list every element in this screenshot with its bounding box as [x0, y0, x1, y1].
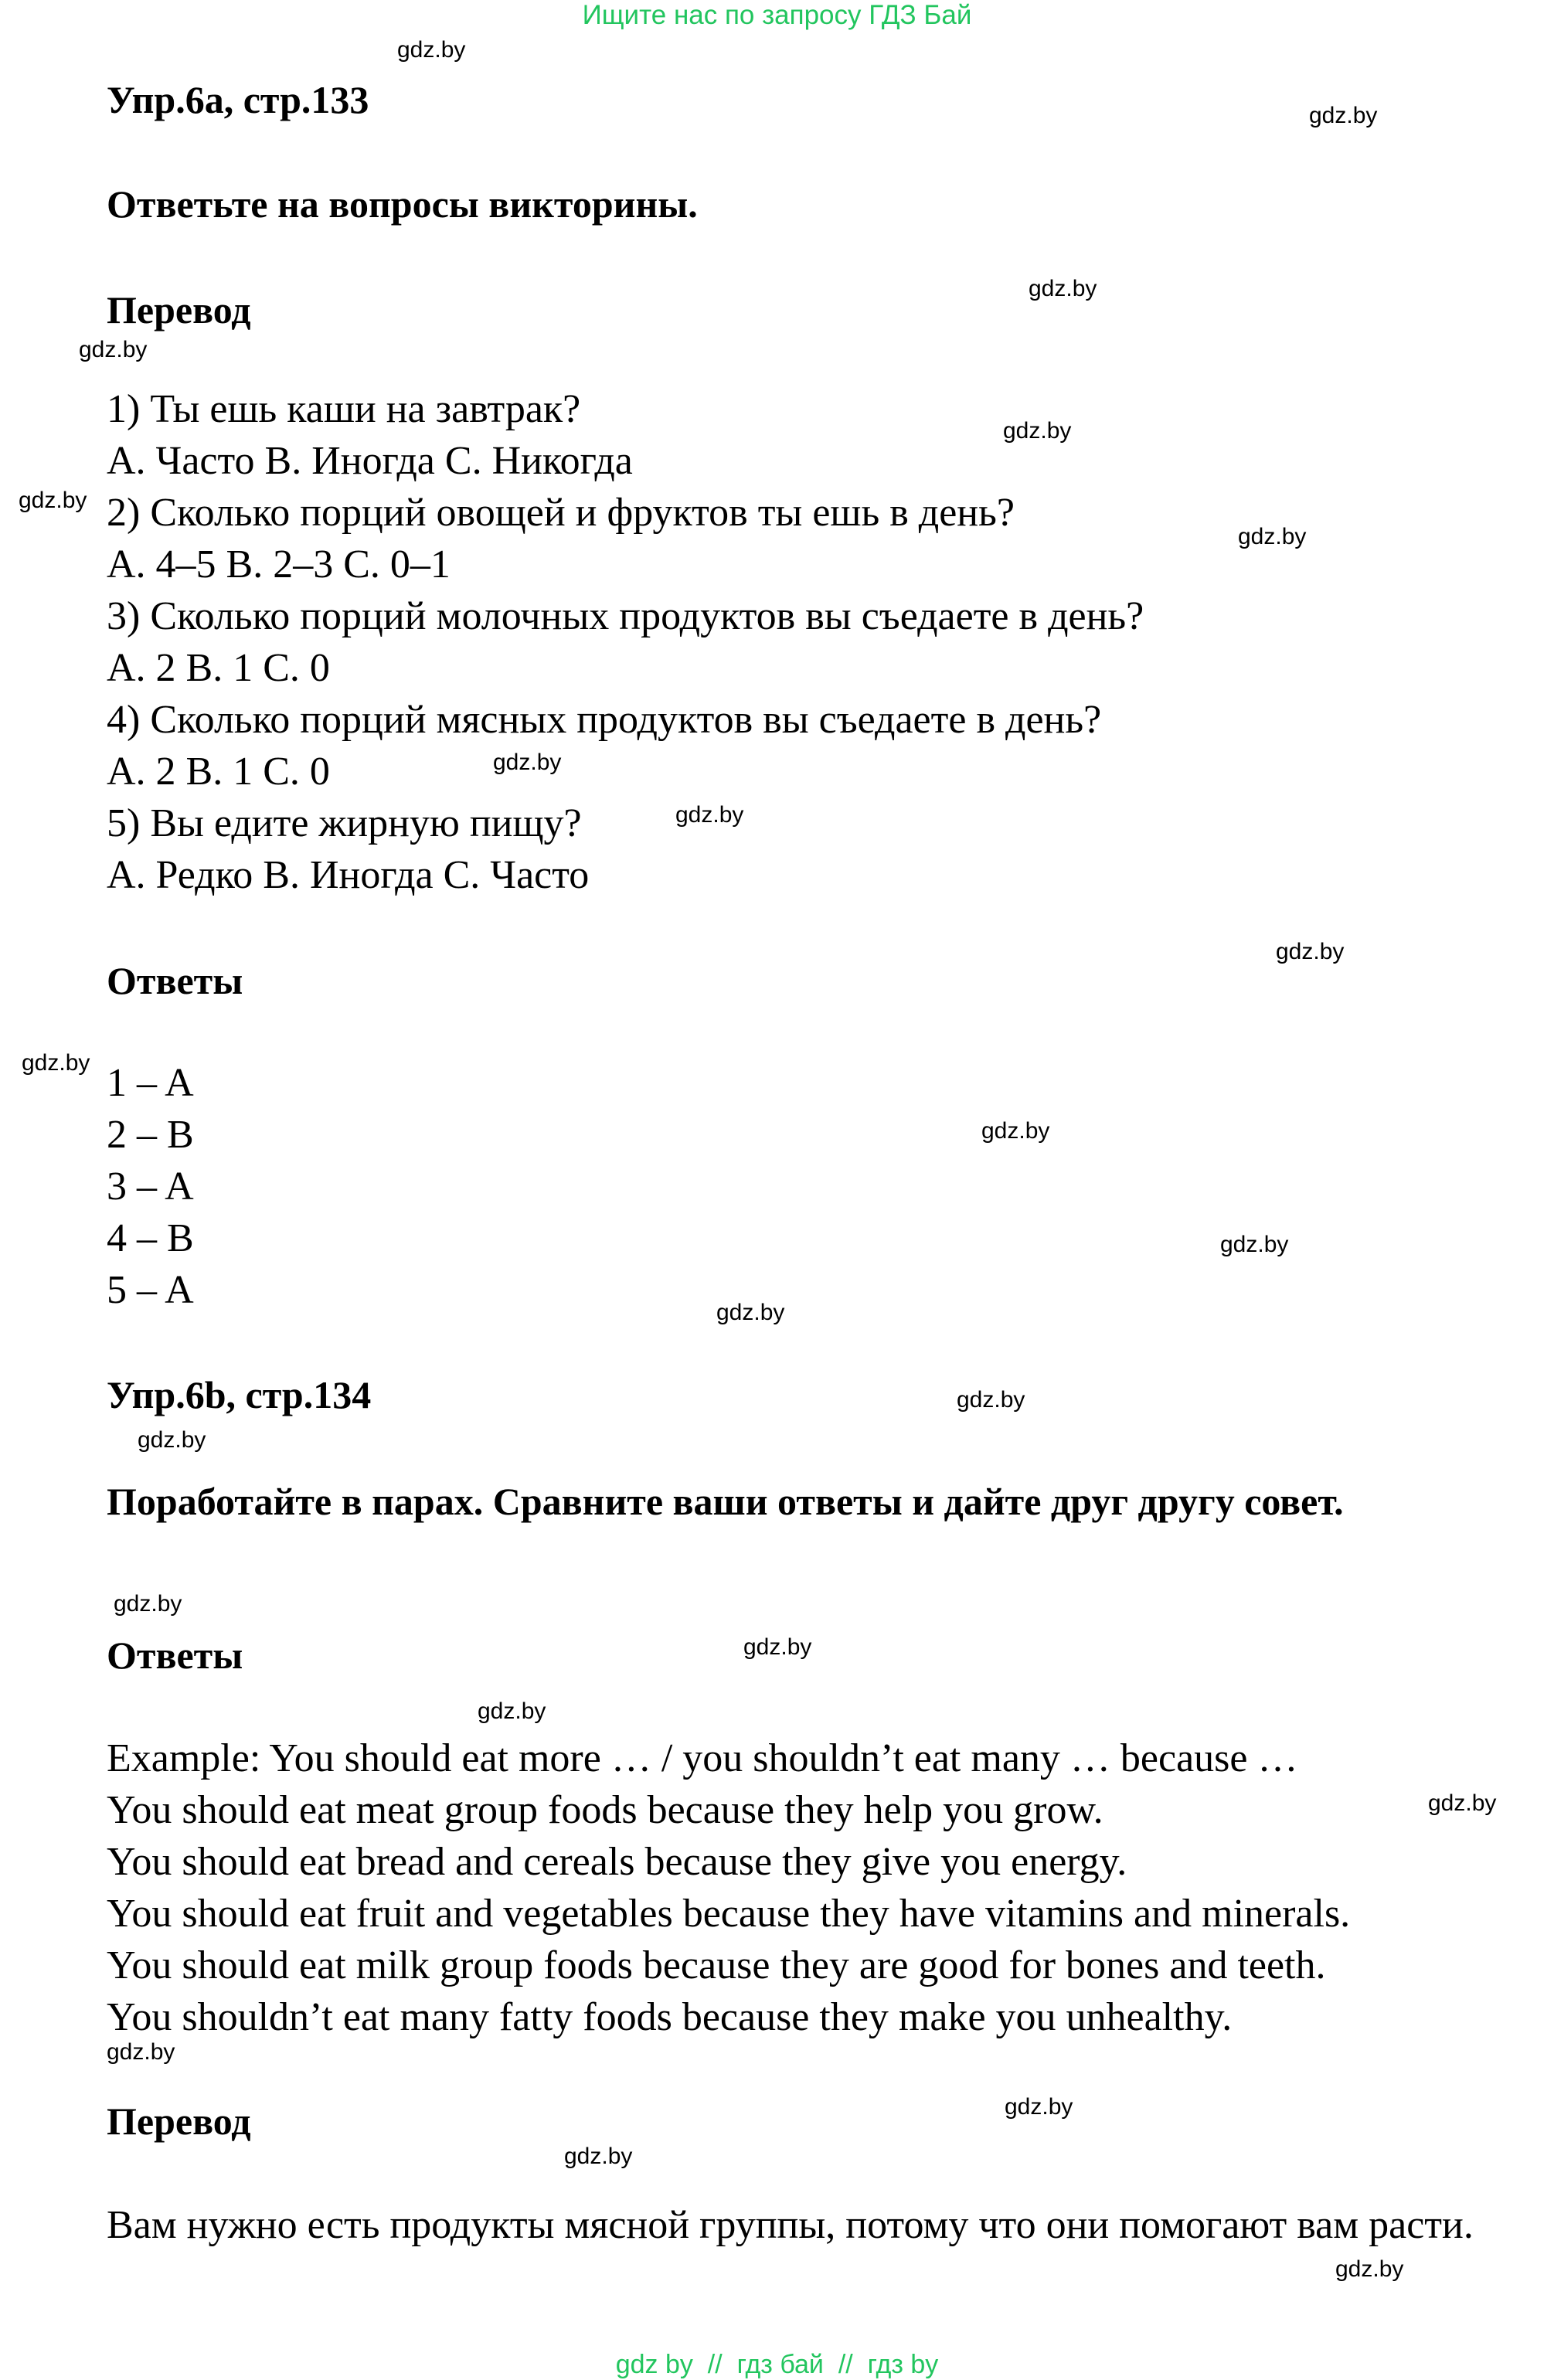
watermark: gdz.by [1005, 2094, 1073, 2120]
watermark: gdz.by [743, 1634, 812, 1660]
answers-heading-6b: Ответы [107, 1634, 243, 1677]
quiz-line: 4) Сколько порций мясных продуктов вы съедаете в день? [107, 698, 1102, 742]
watermark: gdz.by [107, 2039, 175, 2065]
watermark: gdz.by [981, 1118, 1050, 1144]
watermark: gdz.by [1003, 418, 1072, 444]
watermark: gdz.by [19, 488, 87, 513]
watermark: gdz.by [1276, 939, 1345, 964]
watermark: gdz.by [22, 1050, 90, 1076]
quiz-line: А. 4–5 В. 2–3 С. 0–1 [107, 542, 451, 586]
watermark: gdz.by [1029, 276, 1097, 301]
answer-line: 4 – B [107, 1216, 194, 1260]
watermark: gdz.by [564, 2144, 633, 2169]
watermark: gdz.by [1335, 2256, 1404, 2282]
watermark: gdz.by [675, 802, 744, 828]
quiz-line: 5) Вы едите жирную пищу? [107, 801, 582, 845]
exercise-6a-task: Ответьте на вопросы викторины. [107, 182, 698, 226]
watermark: gdz.by [1220, 1232, 1289, 1257]
exercise-6b-title: Упр.6b, стр.134 [107, 1373, 372, 1416]
quiz-line: А. 2 В. 1 С. 0 [107, 646, 330, 690]
quiz-line: 1) Ты ешь каши на завтрак? [107, 387, 581, 431]
quiz-line: 3) Сколько порций молочных продуктов вы съедаете в день? [107, 594, 1144, 638]
watermark: gdz.by [397, 37, 466, 63]
top-search-banner: Ищите нас по запросу ГДЗ Бай [582, 0, 972, 30]
watermark: gdz.by [79, 337, 148, 362]
watermark: gdz.by [138, 1427, 206, 1453]
quiz-line: 2) Сколько порций овощей и фруктов ты ешь в день? [107, 491, 1015, 535]
answer-line: 3 – A [107, 1164, 194, 1209]
answer-line: You should eat bread and cereals because they give you energy. [107, 1840, 1127, 1884]
answer-line: You should eat meat group foods because they help you grow. [107, 1788, 1103, 1832]
answer-line: 5 – A [107, 1268, 194, 1312]
watermark: gdz.by [1238, 524, 1307, 549]
watermark: gdz.by [1428, 1790, 1497, 1816]
answer-line: 2 – B [107, 1113, 194, 1157]
watermark: gdz.by [1309, 103, 1378, 128]
watermark: gdz.by [478, 1698, 546, 1724]
translation-paragraph: Вам нужно есть продукты мясной группы, потому что они помогают вам расти. [107, 2203, 1474, 2247]
answer-line: You should eat milk group foods because they are good for bones and teeth. [107, 1943, 1326, 1987]
answer-line: Example: You should eat more … / you shouldn’t eat many … because … [107, 1736, 1298, 1780]
bottom-links-banner: gdz by // гдз бай // гдз by [615, 2350, 939, 2379]
translation-heading-6a: Перевод [107, 288, 251, 332]
quiz-line: А. Часто В. Иногда С. Никогда [107, 439, 633, 483]
quiz-line: А. 2 В. 1 С. 0 [107, 750, 330, 794]
watermark: gdz.by [114, 1591, 182, 1617]
exercise-6b-task: Поработайте в парах. Сравните ваши ответы и дайте друг другу совет. [107, 1480, 1344, 1523]
watermark: gdz.by [493, 750, 562, 775]
watermark: gdz.by [716, 1300, 785, 1325]
quiz-line: А. Редко В. Иногда С. Часто [107, 853, 590, 897]
answer-line: You should eat fruit and vegetables because they have vitamins and minerals. [107, 1892, 1351, 1936]
translation-heading-6b: Перевод [107, 2100, 251, 2143]
answer-line: 1 – A [107, 1061, 194, 1105]
answers-heading-6a: Ответы [107, 959, 243, 1002]
exercise-6a-title: Упр.6а, стр.133 [107, 78, 369, 121]
answer-line: You shouldn’t eat many fatty foods because they make you unhealthy. [107, 1995, 1233, 2039]
watermark: gdz.by [957, 1387, 1025, 1413]
